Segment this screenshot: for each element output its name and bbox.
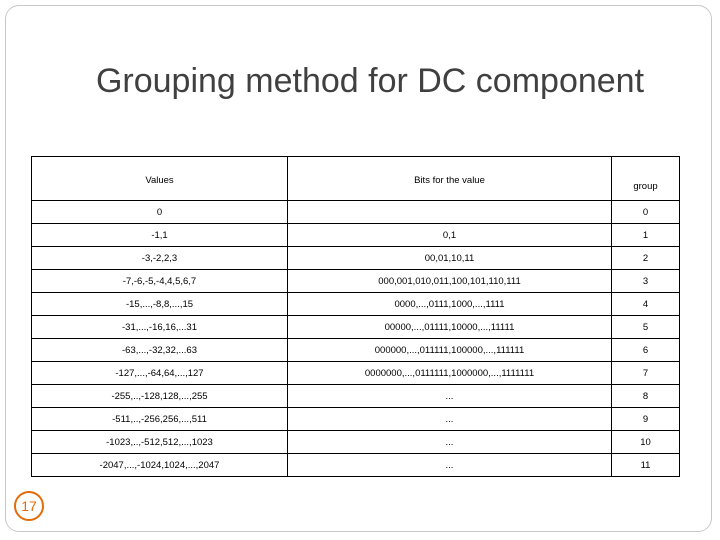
header-bits: Bits for the value xyxy=(288,157,612,201)
table-row xyxy=(32,270,680,293)
header-values: Values xyxy=(32,157,288,201)
cell-bits: ... xyxy=(288,408,612,431)
table-row xyxy=(32,293,680,316)
cell-values: -63,...,-32,32,...63 xyxy=(32,339,288,362)
cell-values: 0 xyxy=(32,201,288,224)
table-row xyxy=(32,408,680,431)
cell-bits: 0000000,...,0111111,1000000,...,1111111 xyxy=(288,362,612,385)
cell-group: 1 xyxy=(612,224,680,247)
table-row xyxy=(32,316,680,339)
table-header-row xyxy=(32,157,680,201)
cell-group: 3 xyxy=(612,270,680,293)
cell-values: -3,-2,2,3 xyxy=(32,247,288,270)
table-row xyxy=(32,224,680,247)
cell-bits: ... xyxy=(288,385,612,408)
table-row xyxy=(32,454,680,477)
table-row xyxy=(32,431,680,454)
cell-bits: 0,1 xyxy=(288,224,612,247)
table-row xyxy=(32,201,680,224)
cell-values: -31,...,-16,16,...31 xyxy=(32,316,288,339)
table-row xyxy=(32,385,680,408)
cell-values: -255,..,-128,128,...,255 xyxy=(32,385,288,408)
cell-values: -2047,...,-1024,1024,...,2047 xyxy=(32,454,288,477)
cell-bits: 00,01,10,11 xyxy=(288,247,612,270)
cell-bits: 0000,...,0111,1000,...,1111 xyxy=(288,293,612,316)
table-row xyxy=(32,362,680,385)
table-row xyxy=(32,247,680,270)
page-number-badge: 17 xyxy=(14,491,44,521)
cell-values: -1023,..,-512,512,...,1023 xyxy=(32,431,288,454)
cell-bits xyxy=(288,201,612,224)
table-row xyxy=(32,339,680,362)
cell-values: -1,1 xyxy=(32,224,288,247)
cell-bits: 00000,...,01111,10000,...,11111 xyxy=(288,316,612,339)
cell-values: -511,..,-256,256,...,511 xyxy=(32,408,288,431)
cell-bits: ... xyxy=(288,454,612,477)
cell-bits: 000,001,010,011,100,101,110,111 xyxy=(288,270,612,293)
cell-group: 7 xyxy=(612,362,680,385)
cell-group: 4 xyxy=(612,293,680,316)
cell-group: 8 xyxy=(612,385,680,408)
slide-title: Grouping method for DC component xyxy=(95,62,645,100)
cell-values: -7,-6,-5,-4,4,5,6,7 xyxy=(32,270,288,293)
grouping-table xyxy=(31,156,680,477)
cell-values: -127,...,-64,64,...,127 xyxy=(32,362,288,385)
cell-group: 9 xyxy=(612,408,680,431)
header-group: group xyxy=(612,157,680,201)
cell-group: 0 xyxy=(612,201,680,224)
cell-group: 2 xyxy=(612,247,680,270)
cell-group: 11 xyxy=(612,454,680,477)
cell-group: 5 xyxy=(612,316,680,339)
cell-group: 6 xyxy=(612,339,680,362)
cell-bits: 000000,...,011111,100000,...,111111 xyxy=(288,339,612,362)
cell-group: 10 xyxy=(612,431,680,454)
cell-values: -15,...,-8,8,...,15 xyxy=(32,293,288,316)
cell-bits: ... xyxy=(288,431,612,454)
